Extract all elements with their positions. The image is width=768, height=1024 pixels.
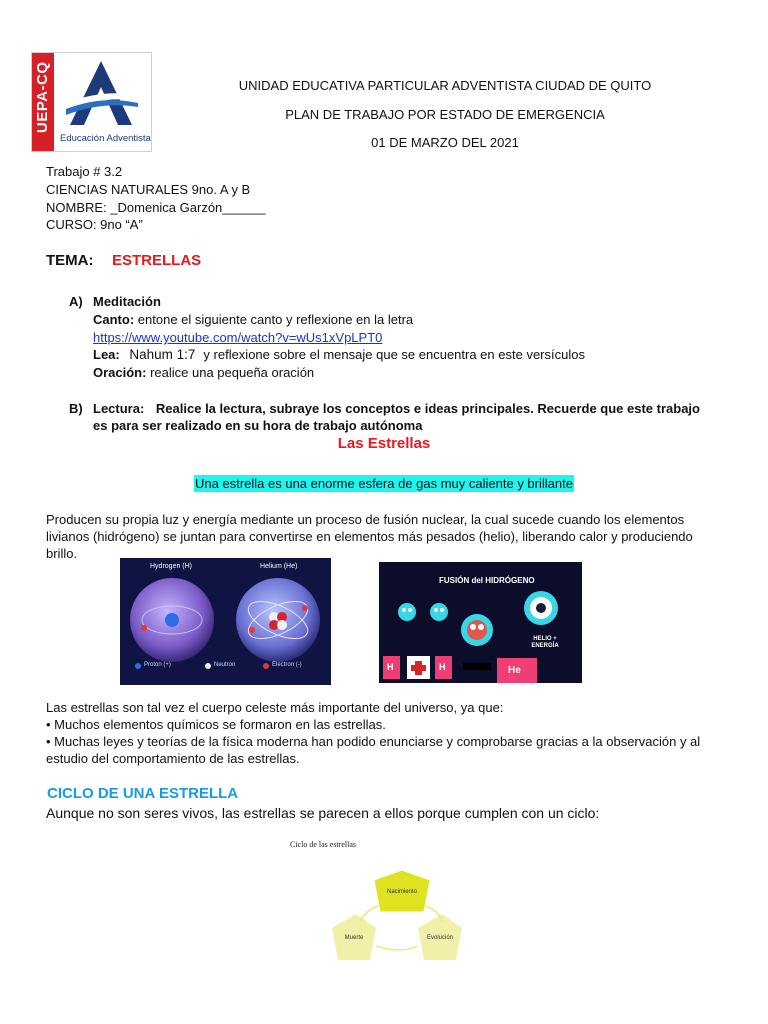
lectura-text-2: es para ser realizado en su hora de trabajo autónoma — [93, 418, 423, 433]
legend-proton: Proton (+) — [144, 662, 171, 668]
hydrogen-proton-icon — [165, 613, 179, 627]
h-label-2: H — [439, 662, 446, 672]
cycle-diagram — [286, 836, 482, 972]
trabajo-number: Trabajo # 3.2 — [46, 164, 123, 179]
para1-line1: Producen su propia luz y energía mediante un proceso de fusión nuclear, la cual sucede cuando los elementos — [46, 512, 685, 527]
school-name: UNIDAD EDUCATIVA PARTICULAR ADVENTISTA CIUDAD DE QUITO — [238, 78, 652, 93]
section-b-line1 — [93, 400, 700, 417]
legend-electron: Electron (-) — [272, 662, 302, 668]
ciclo-heading: CICLO DE UNA ESTRELLA — [47, 785, 239, 802]
lea-text: y reflexione sobre el mensaje que se encuentra en este versículos — [203, 347, 585, 362]
fusion-image — [379, 562, 582, 683]
tema-value: ESTRELLAS — [112, 252, 202, 269]
helium-neutron-icon — [277, 620, 287, 630]
fusion-side-label: HELIO + ENERGÍA — [531, 636, 559, 649]
reading-title: Las Estrellas — [337, 435, 431, 452]
logo-a-emblem-icon — [62, 59, 140, 129]
para2-line3: • Muchas leyes y teorías de la física moderna han podido enunciarse y comprobarse gracias a la observación y al — [46, 734, 701, 749]
ciclo-text: Aunque no son seres vivos, las estrellas se parecen a ellos porque cumplen con un ciclo: — [46, 805, 600, 821]
canto-text: entone el siguiente canto y reflexione en la letra — [134, 312, 414, 327]
canto-label: Canto: — [93, 312, 135, 327]
section-a-title: Meditación — [93, 294, 161, 309]
cycle-label-muerte: Muerte — [344, 935, 364, 941]
he-label: He — [508, 665, 521, 676]
document-date: 01 DE MARZO DEL 2021 — [371, 135, 519, 150]
logo-band-text: UEPA-CQ — [34, 61, 51, 133]
oracion-text: realice una pequeña oración — [146, 365, 315, 380]
atoms-image — [120, 558, 331, 685]
school-logo — [31, 52, 152, 152]
hydrogen-particle-icon — [430, 603, 448, 621]
para1-line2: livianos (hidrógeno) se juntan para convertirse en elementos más pesados (helio), liberando calor y produciendo — [46, 529, 693, 544]
plan-title: PLAN DE TRABAJO POR ESTADO DE EMERGENCIA — [285, 107, 605, 122]
hydrogen-particle-icon — [398, 603, 416, 621]
helium-electron-icon — [249, 627, 255, 633]
tema-label: TEMA: — [46, 252, 94, 269]
lea-reference: Nahum 1:7 — [129, 347, 196, 362]
cycle-label-evolucion: Evolución — [426, 935, 453, 941]
student-name: NOMBRE: _Domenica Garzón______ — [46, 200, 266, 215]
para2-line1: Las estrellas son tal vez el cuerpo celeste más importante del universo, ya que: — [46, 700, 504, 715]
song-link-line — [93, 329, 382, 346]
song-link[interactable]: https://www.youtube.com/watch?v=wUs1xVpLPT0 — [93, 330, 383, 345]
h-label-1: H — [387, 662, 394, 672]
para2-line2: • Muchos elementos químicos se formaron en las estrellas. — [46, 717, 386, 732]
logo-red-band — [32, 53, 54, 151]
highlight-wrapper — [0, 475, 768, 493]
oracion-label: Oración: — [93, 365, 147, 380]
helium-label: Helium (He) — [260, 563, 298, 570]
para1-line3: brillo. — [46, 546, 78, 561]
lea-line — [93, 346, 585, 363]
canto-line — [93, 311, 413, 328]
oracion-line — [93, 364, 314, 381]
cycle-diagram-title: Ciclo de las estrellas — [290, 840, 356, 849]
lectura-label: Lectura: — [93, 401, 145, 416]
hydrogen-label: Hydrogen (H) — [150, 563, 193, 570]
section-b-marker: B) — [69, 401, 83, 416]
cycle-shapes — [286, 836, 482, 972]
fusion-title: FUSIÓN del HIDRÓGENO — [439, 576, 535, 585]
para2-line4: estudio del comportamiento de las estrellas. — [46, 751, 300, 766]
helium-electron-icon — [302, 605, 308, 611]
subject-line: CIENCIAS NATURALES 9no. A y B — [46, 182, 251, 197]
logo-subtitle: Educación Adventista — [60, 133, 151, 144]
lectura-text-1: Realice la lectura, subraye los conceptos e ideas principales. Recuerde que este trabajo — [155, 401, 700, 416]
lea-label: Lea: — [93, 347, 120, 362]
highlight-definition: Una estrella es una enorme esfera de gas muy caliente y brillante — [195, 476, 573, 491]
legend-neutron: Neutron — [214, 662, 236, 668]
cycle-label-nacimiento: Nacimiento — [386, 889, 417, 895]
course-line: CURSO: 9no “A” — [46, 217, 143, 232]
arrow-bar — [463, 663, 491, 670]
section-a-marker: A) — [69, 294, 83, 309]
hydrogen-electron-icon — [141, 625, 147, 631]
